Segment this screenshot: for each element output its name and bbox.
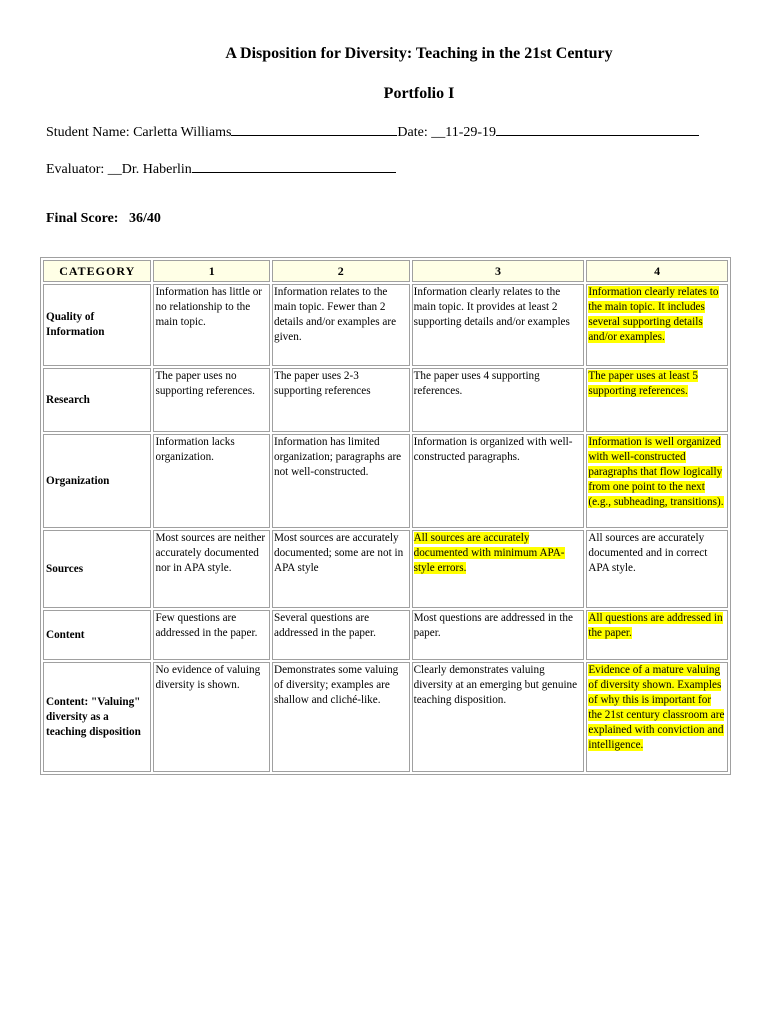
highlighted-text: Evidence of a mature valuing of diversity shown. Examples of why this is important for the 21st century classroom are explained with conviction and intelligence. <box>588 664 725 751</box>
cell-text: The paper uses 4 supporting references. <box>413 370 540 397</box>
rubric-header-row <box>43 260 728 282</box>
date-value: Date: __11-29-19 <box>397 125 497 140</box>
column-header-category: CATEGORY <box>43 260 151 282</box>
cell-text: The paper uses no supporting references. <box>155 370 255 397</box>
rubric-cell <box>272 368 410 432</box>
rubric-row-quality <box>43 284 728 366</box>
cell-text: Most questions are addressed in the paper. <box>413 612 573 639</box>
student-name-underline <box>231 122 397 136</box>
rubric-cell <box>412 662 585 772</box>
column-header-3: 3 <box>412 260 585 282</box>
rubric-cell <box>412 284 585 366</box>
row-label: Content: "Valuing" diversity as a teaching disposition <box>43 662 151 772</box>
rubric-row-valuing-diversity <box>43 662 728 772</box>
row-label: Content <box>43 610 151 660</box>
final-score-label: Final Score: <box>46 211 119 226</box>
highlighted-text: Information is well organized with well-constructed paragraphs that flow logically from one point to the next (e.g., subheading, transitions). <box>588 436 724 508</box>
rubric-row-research <box>43 368 728 432</box>
evaluator-name: Evaluator: __Dr. Haberlin <box>46 162 192 177</box>
rubric-row-content <box>43 610 728 660</box>
rubric-cell-selected <box>412 530 585 608</box>
row-label: Sources <box>43 530 151 608</box>
document-title: A Disposition for Diversity: Teaching in the 21st Century <box>225 45 613 62</box>
row-label: Quality of Information <box>43 284 151 366</box>
rubric-cell <box>272 610 410 660</box>
rubric-cell-selected <box>586 368 728 432</box>
rubric-cell <box>272 284 410 366</box>
final-score-value: 36/40 <box>128 211 161 226</box>
cell-text: Information has limited organization; paragraphs are not well-constructed. <box>273 436 402 478</box>
column-header-4: 4 <box>586 260 728 282</box>
rubric-cell-selected <box>586 610 728 660</box>
column-header-2: 2 <box>272 260 410 282</box>
cell-text: Most sources are accurately documented; some are not in APA style <box>273 532 404 574</box>
document-subtitle: Portfolio I <box>383 85 455 102</box>
cell-text: All sources are accurately documented and in correct APA style. <box>588 532 708 574</box>
cell-text: Information lacks organization. <box>155 436 235 463</box>
cell-text: Clearly demonstrates valuing diversity at an emerging but genuine teaching disposition. <box>413 664 578 706</box>
student-line <box>46 122 699 141</box>
rubric-cell-selected <box>586 662 728 772</box>
cell-text: Demonstrates some valuing of diversity; examples are shallow and cliché-like. <box>273 664 399 706</box>
rubric-cell <box>153 662 270 772</box>
rubric-cell <box>272 662 410 772</box>
rubric-cell <box>153 368 270 432</box>
highlighted-text: All sources are accurately documented with minimum APA-style errors. <box>413 532 565 574</box>
rubric-cell <box>272 530 410 608</box>
highlighted-text: The paper uses at least 5 supporting references. <box>588 370 699 397</box>
rubric-cell <box>412 610 585 660</box>
column-header-1: 1 <box>153 260 270 282</box>
rubric-cell <box>153 434 270 528</box>
cell-text: Information relates to the main topic. Fewer than 2 details and/or examples are given. <box>273 286 397 343</box>
cell-text: Information clearly relates to the main topic. It provides at least 2 supporting details and/or examples <box>413 286 570 328</box>
cell-text: Information is organized with well-constructed paragraphs. <box>413 436 573 463</box>
rubric-row-sources <box>43 530 728 608</box>
cell-text: Few questions are addressed in the paper. <box>155 612 258 639</box>
final-score-line <box>46 211 161 227</box>
rubric-cell <box>586 530 728 608</box>
cell-text: Information has little or no relationship to the main topic. <box>155 286 263 328</box>
cell-text: The paper uses 2-3 supporting references <box>273 370 371 397</box>
cell-text: No evidence of valuing diversity is shown. <box>155 664 261 691</box>
rubric-cell-selected <box>586 434 728 528</box>
highlighted-text: All questions are addressed in the paper. <box>588 612 723 639</box>
evaluator-underline <box>192 159 396 173</box>
cell-text: Most sources are neither accurately documented nor in APA style. <box>155 532 266 574</box>
rubric-cell <box>412 434 585 528</box>
date-underline <box>496 122 699 136</box>
evaluator-line <box>46 159 396 178</box>
row-label: Organization <box>43 434 151 528</box>
cell-text: Several questions are addressed in the paper. <box>273 612 376 639</box>
highlighted-text: Information clearly relates to the main topic. It includes several supporting details and/or examples. <box>588 286 719 343</box>
rubric-table <box>40 257 731 775</box>
rubric-cell <box>153 284 270 366</box>
rubric-cell <box>412 368 585 432</box>
rubric-cell <box>153 530 270 608</box>
rubric-cell <box>153 610 270 660</box>
row-label: Research <box>43 368 151 432</box>
rubric-row-organization <box>43 434 728 528</box>
rubric-cell-selected <box>586 284 728 366</box>
rubric-cell <box>272 434 410 528</box>
student-name: Student Name: Carletta Williams <box>46 125 232 140</box>
